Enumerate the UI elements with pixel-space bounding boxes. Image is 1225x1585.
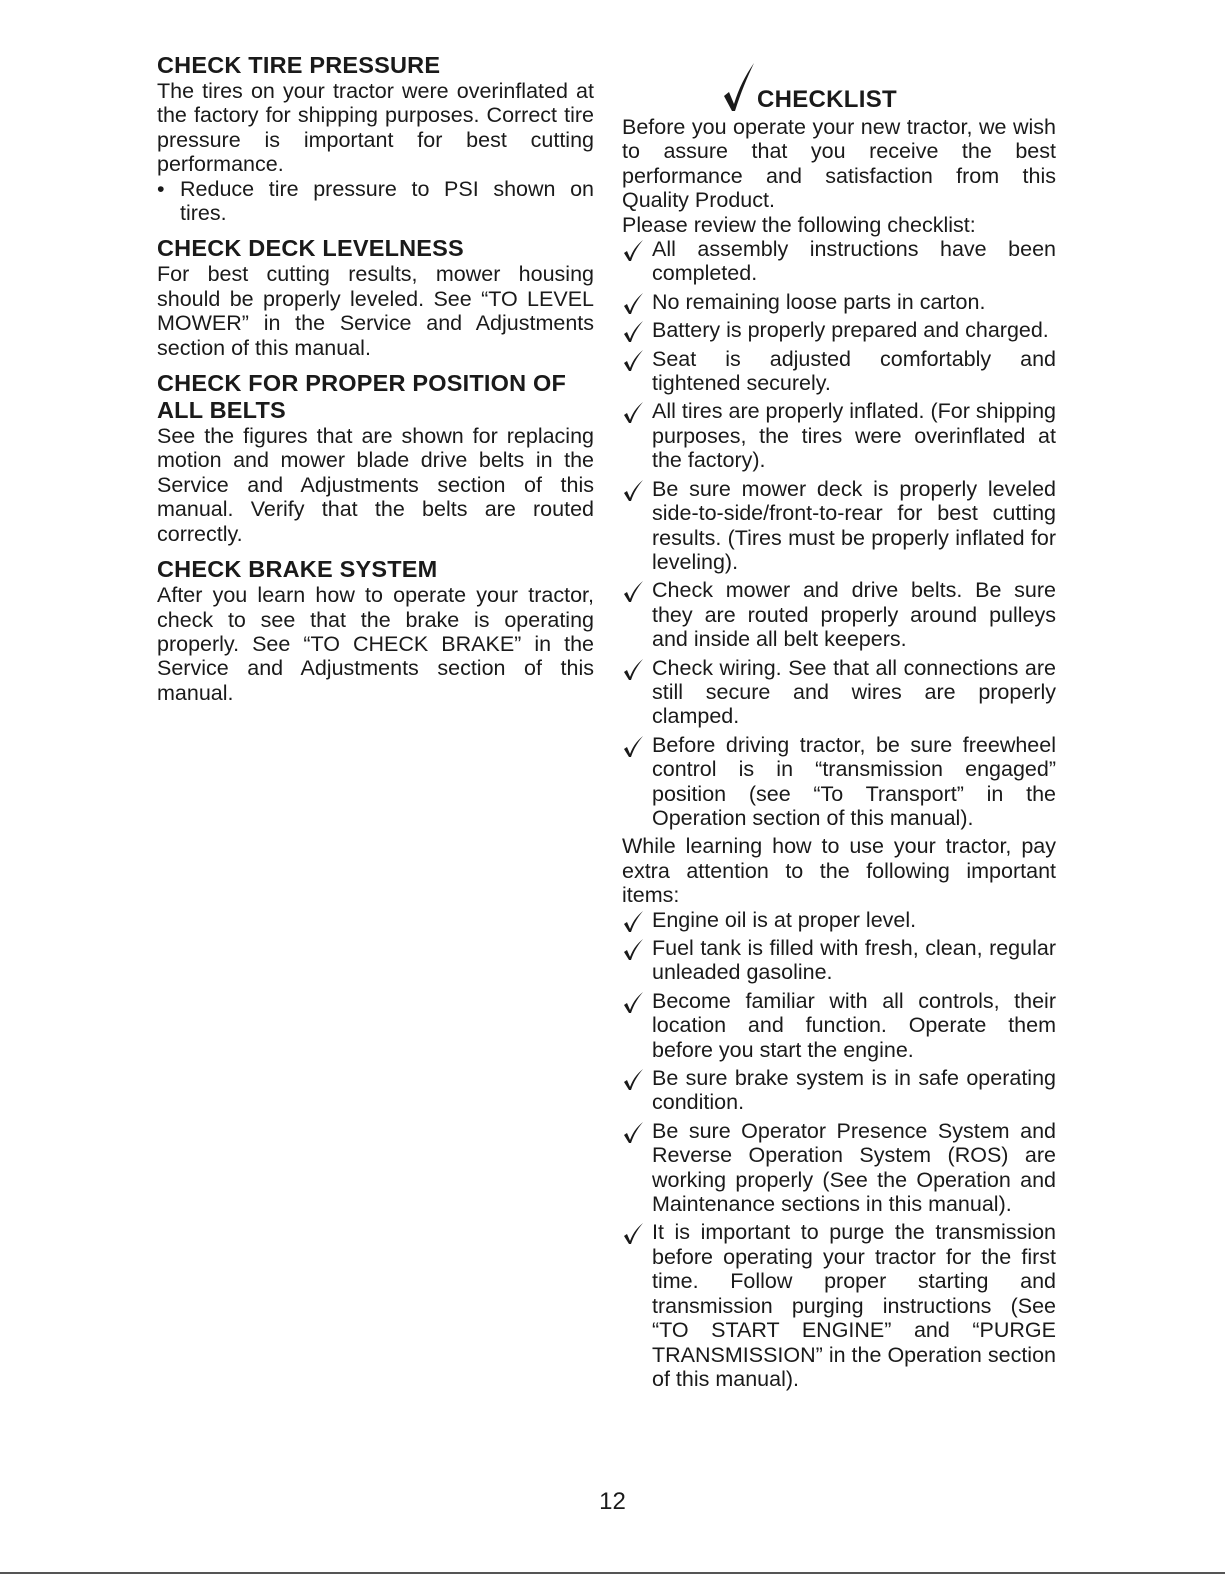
checklist — [622, 237, 1056, 830]
section-paragraph: The tires on your tractor were overinflated at the factory for shipping purposes. Correct tire pressure is important for best cutting performance. — [157, 79, 594, 177]
important-items-list — [622, 908, 1056, 1392]
check-icon — [622, 318, 652, 342]
check-icon — [622, 347, 652, 371]
checklist-item — [622, 656, 1056, 729]
checklist-item-text: Be sure Operator Presence System and Reverse Operation System (ROS) are working properly (See the Operation and Maintenance sections in this manual). — [652, 1118, 1056, 1217]
check-icon — [622, 290, 652, 314]
checklist-item — [622, 989, 1056, 1062]
checkmark-icon — [721, 62, 755, 112]
section-heading: CHECK DECK LEVELNESS — [157, 235, 464, 262]
checklist-item — [622, 908, 1056, 932]
checklist-item-text: Become familiar with all controls, their location and function. Operate them before you start the engine. — [652, 988, 1056, 1062]
check-icon — [622, 936, 652, 960]
checklist-item-text: All assembly instructions have been completed. — [652, 237, 1056, 286]
section-paragraph: See the figures that are shown for replacing motion and mower blade drive belts in the Service and Adjustments section of this manual. Verify that the belts are routed correctly. — [157, 424, 594, 546]
checklist-item-text: All tires are properly inflated. (For shipping purposes, the tires were overinflated at the factory). — [652, 399, 1056, 473]
checklist-item-text: Before driving tractor, be sure freewheel control is in “transmission engaged” position (see “To Transport” in the Operation section of this manual). — [652, 732, 1056, 830]
checklist-item — [622, 477, 1056, 575]
checklist-item-text: It is important to purge the transmission before operating your tractor for the first time. Follow proper starting and transmission purging instructions (See “TO START ENGINE” and “PURGE TRANSMISSION” in the Operation section of this manual). — [652, 1220, 1056, 1391]
section-paragraph: After you learn how to operate your tractor, check to see that the brake is operating properly. See “TO CHECK BRAKE” in the Service and Adjustments section of this manual. — [157, 583, 594, 705]
checklist-item — [622, 290, 1056, 314]
check-icon — [622, 477, 652, 501]
checklist-item — [622, 1220, 1056, 1391]
checklist-title — [622, 58, 1056, 112]
bullet-text: Reduce tire pressure to PSI shown on tires. — [180, 176, 594, 226]
right-column — [622, 52, 1056, 1395]
learning-prompt: While learning how to use your tractor, pay extra attention to the following important items: — [622, 834, 1056, 908]
bottom-rule — [0, 1572, 1225, 1574]
section-deck-levelness — [157, 235, 594, 360]
checklist-item-text: Check mower and drive belts. Be sure they are routed properly around pulleys and inside all belt keepers. — [652, 578, 1056, 652]
checklist-item — [622, 1066, 1056, 1115]
checklist-intro: Before you operate your new tractor, we wish to assure that you receive the best performance and satisfaction from this Quality Product. — [622, 115, 1056, 213]
check-icon — [622, 1066, 652, 1090]
checklist-item-text: Fuel tank is filled with fresh, clean, regular unleaded gasoline. — [652, 936, 1056, 985]
check-icon — [622, 578, 652, 602]
section-paragraph: For best cutting results, mower housing should be properly leveled. See “TO LEVEL MOWER” in the Service and Adjustments section of this manual. — [157, 262, 594, 360]
check-icon — [622, 237, 652, 261]
bullet-dot: • — [157, 176, 165, 201]
check-icon — [622, 656, 652, 680]
checklist-item — [622, 318, 1056, 342]
checklist-item — [622, 237, 1056, 286]
section-heading: CHECK TIRE PRESSURE — [157, 52, 441, 78]
check-icon — [622, 1119, 652, 1143]
checklist-item-text: Be sure mower deck is properly leveled side-to-side/front-to-rear for best cutting results. (Tires must be properly inflated for leveling). — [652, 476, 1056, 574]
check-icon — [622, 1220, 652, 1244]
section-belts — [157, 370, 594, 546]
checklist-item — [622, 1119, 1056, 1217]
checklist-item — [622, 347, 1056, 396]
checklist-item — [622, 936, 1056, 985]
check-icon — [622, 908, 652, 932]
review-prompt: Please review the following checklist: — [622, 212, 976, 237]
check-icon — [622, 733, 652, 757]
section-heading: CHECK BRAKE SYSTEM — [157, 556, 438, 583]
checklist-item-text: Check wiring. See that all connections are still secure and wires are properly clamped. — [652, 655, 1056, 729]
checklist-item-text: No remaining loose parts in carton. — [652, 289, 986, 314]
checklist-item — [622, 578, 1056, 651]
checklist-item — [622, 733, 1056, 831]
bullet-item — [157, 177, 594, 226]
checklist-item-text: Battery is properly prepared and charged. — [652, 318, 1049, 343]
section-heading: CHECK FOR PROPER POSITION OF ALL BELTS — [157, 370, 567, 424]
checklist-item-text: Seat is adjusted comfortably and tightened securely. — [652, 346, 1056, 396]
left-column — [157, 52, 594, 715]
checklist-item-text: Be sure brake system is in safe operating condition. — [652, 1066, 1056, 1115]
checklist-title-text: CHECKLIST — [756, 86, 898, 113]
checklist-item-text: Engine oil is at proper level. — [652, 907, 917, 932]
section-tire-pressure — [157, 52, 594, 225]
check-icon — [622, 989, 652, 1013]
page-number: 12 — [599, 1488, 626, 1515]
check-icon — [622, 399, 652, 423]
checklist-item — [622, 399, 1056, 472]
section-brake-system — [157, 556, 594, 705]
